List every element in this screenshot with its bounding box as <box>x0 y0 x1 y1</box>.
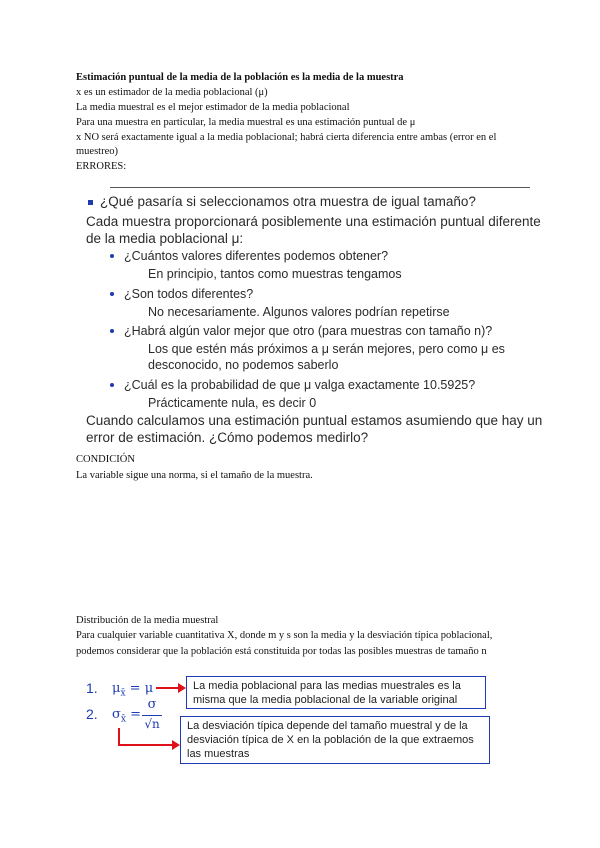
distribution-line-1: Para cualquier variable cuantitativa X, donde m y s son la media y la desviación típica poblacional, <box>76 630 493 641</box>
dot-bullet-icon <box>110 329 114 333</box>
arrow-1-head-icon <box>178 683 186 693</box>
intro-line-5: muestreo) <box>76 146 118 157</box>
arrow-2-head-icon <box>172 740 180 750</box>
slide-question-3: ¿Habrá algún valor mejor que otro (para muestras con tamaño n)? <box>124 324 493 338</box>
square-bullet-icon <box>88 200 93 205</box>
box-2-line-3: las muestras <box>187 748 250 760</box>
formula-2-denominator: √n <box>144 717 160 731</box>
slide-main-question: ¿Qué pasaría si seleccionamos otra muestra de igual tamaño? <box>100 194 476 209</box>
intro-line-3: Para una muestra en particular, la media muestral es una estimación puntual de μ <box>76 117 416 128</box>
condition-heading: CONDICIÓN <box>76 454 135 465</box>
formula-1 <box>112 681 153 699</box>
slide-answer-3-line-1: Los que estén más próximos a μ serán mejores, pero como μ es <box>148 342 505 356</box>
intro-line-4: x NO será exactamente igual a la media poblacional; habrá cierta diferencia entre ambas (error en el <box>76 132 497 143</box>
distribution-heading: Distribución de la media muestral <box>76 615 219 626</box>
formula-1-rhs: = μ <box>129 681 154 696</box>
slide-closing-line-2: error de estimación. ¿Cómo podemos medirlo? <box>86 430 369 445</box>
slide-answer-4: Prácticamente nula, es decir 0 <box>148 396 317 410</box>
slide-top-rule <box>110 187 530 188</box>
explanation-box-1 <box>186 676 486 709</box>
dot-bullet-icon <box>110 292 114 296</box>
intro-line-2: La media muestral es el mejor estimador de la media poblacional <box>76 102 350 113</box>
errors-label: ERRORES: <box>76 161 127 172</box>
formula-2-numerator: σ <box>147 697 157 712</box>
intro-line-1: x es un estimador de la media poblacional (μ) <box>76 87 268 98</box>
condition-text: La variable sigue una norma, si el tamaño de la muestra. <box>76 470 313 481</box>
slide-question-2: ¿Son todos diferentes? <box>124 287 254 301</box>
formula-2-number: 2. <box>86 706 98 722</box>
explanation-box-2 <box>180 716 490 764</box>
slide-question-4: ¿Cuál es la probabilidad de que μ valga exactamente 10.5925? <box>124 378 476 392</box>
box-2-line-1: La desviación típica depende del tamaño muestral y de la <box>187 720 468 732</box>
slide-question-1: ¿Cuántos valores diferentes podemos obtener? <box>124 249 389 263</box>
formula-2-subscript: x̄ <box>120 714 126 725</box>
dot-bullet-icon <box>110 254 114 258</box>
slide-answer-2: No necesariamente. Algunos valores podrían repetirse <box>148 305 450 319</box>
box-2-line-2: desviación típica de X en la población de la que extraemos <box>187 734 474 746</box>
section-title: Estimación puntual de la media de la población es la media de la muestra <box>76 72 404 83</box>
dot-bullet-icon <box>110 383 114 387</box>
arrow-1-line <box>156 687 180 689</box>
slide-answer-1: En principio, tantos como muestras tengamos <box>148 267 402 281</box>
formula-2-lhs: σ <box>112 707 121 722</box>
slide-intro-line-2: de la media poblacional μ: <box>86 231 244 246</box>
formula-1-number: 1. <box>86 680 98 696</box>
slide-intro-line-1: Cada muestra proporcionará posiblemente una estimación puntual diferente <box>86 214 541 229</box>
formula-1-lhs: μ <box>112 681 121 696</box>
box-1-line-2: misma que la media poblacional de la variable original <box>193 694 458 706</box>
box-1-line-1: La media poblacional para las medias muestrales es la <box>193 680 461 692</box>
distribution-line-2: podemos considerar que la población está constituida por todas las posibles muestras de tamaño n <box>76 646 487 657</box>
formula-1-subscript: x̄ <box>120 688 126 699</box>
slide-answer-3-line-2: desconocido, no podemos saberlo <box>148 358 339 372</box>
slide-closing-line-1: Cuando calculamos una estimación puntual estamos asumiendo que hay un <box>86 413 543 428</box>
fraction-bar <box>142 715 162 716</box>
formula-2-equals: = <box>130 707 141 722</box>
arrow-2-horizontal <box>118 744 174 746</box>
formula-2-lhs-group <box>112 707 141 725</box>
